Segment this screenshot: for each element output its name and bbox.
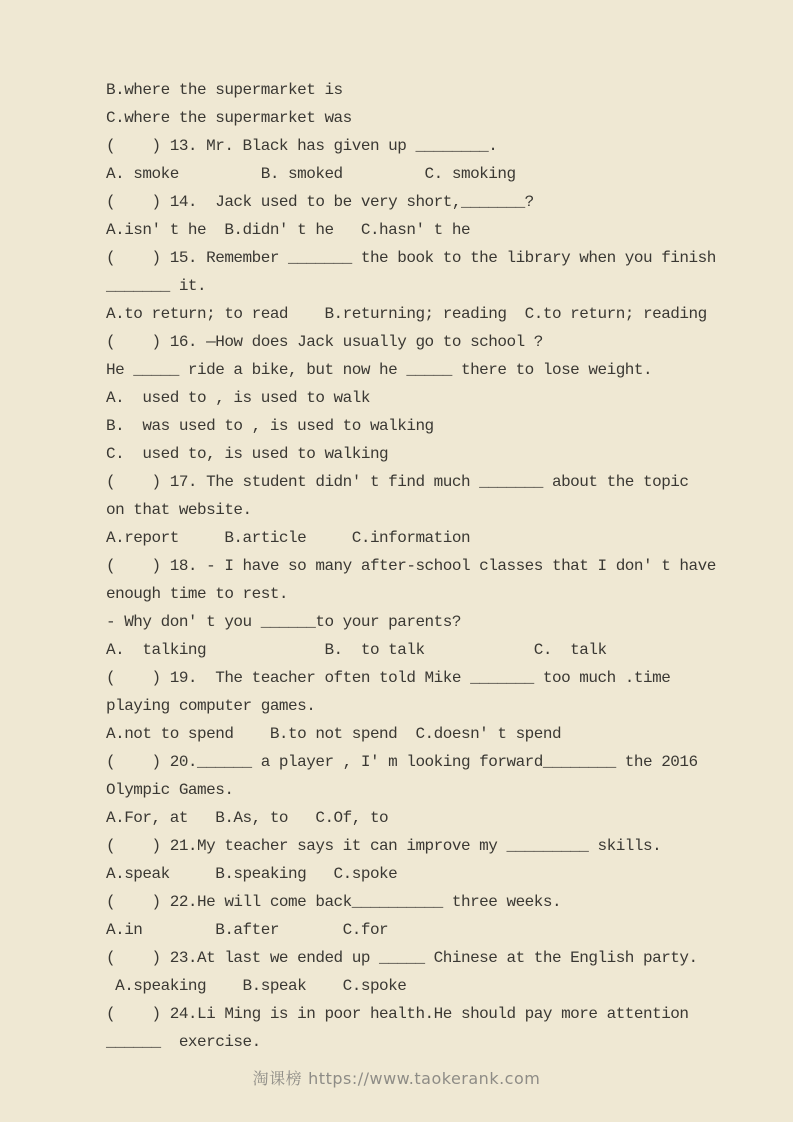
question-line-20-continuation: Olympic Games. bbox=[106, 781, 234, 799]
question-line-19-continuation: playing computer games. bbox=[106, 697, 316, 715]
question-line-16: ( ) 16. —How does Jack usually go to school ? bbox=[106, 333, 543, 351]
question-line-17: ( ) 17. The student didn' t find much _______ about the topic bbox=[106, 473, 689, 491]
question-line-15: ( ) 15. Remember _______ the book to the library when you finish bbox=[106, 249, 716, 267]
question-line-22: ( ) 22.He will come back__________ three weeks. bbox=[106, 893, 562, 911]
options-line-15: A.to return; to read B.returning; reading C.to return; reading bbox=[106, 305, 707, 323]
question-line-15-continuation: _______ it. bbox=[106, 277, 207, 295]
footer-url: https://www.taokerank.com bbox=[308, 1069, 541, 1088]
exam-text-block bbox=[106, 76, 746, 1056]
option-line-b-prev-question: B.where the supermarket is bbox=[106, 81, 343, 99]
options-line-17: A.report B.article C.information bbox=[106, 529, 471, 547]
footer-watermark bbox=[0, 1066, 793, 1092]
question-line-13: ( ) 13. Mr. Black has given up ________. bbox=[106, 137, 498, 155]
option-line-16-b: B. was used to , is used to walking bbox=[106, 417, 434, 435]
options-line-23: A.speaking B.speak C.spoke bbox=[106, 977, 407, 995]
option-line-16-a: A. used to , is used to walk bbox=[106, 389, 370, 407]
options-line-21: A.speak B.speaking C.spoke bbox=[106, 865, 398, 883]
question-line-18: ( ) 18. - I have so many after-school classes that I don' t have bbox=[106, 557, 716, 575]
options-line-20: A.For, at B.As, to C.Of, to bbox=[106, 809, 389, 827]
footer-site-name: 淘课榜 bbox=[252, 1069, 303, 1088]
options-line-13: A. smoke B. smoked C. smoking bbox=[106, 165, 516, 183]
question-line-20: ( ) 20.______ a player , I' m looking forward________ the 2016 bbox=[106, 753, 698, 771]
question-line-24-continuation: ______ exercise. bbox=[106, 1033, 261, 1051]
options-line-18: A. talking B. to talk C. talk bbox=[106, 641, 607, 659]
question-line-14: ( ) 14. Jack used to be very short,_______? bbox=[106, 193, 534, 211]
option-line-c-prev-question: C.where the supermarket was bbox=[106, 109, 352, 127]
question-line-18-continuation: enough time to rest. bbox=[106, 585, 289, 603]
question-line-24: ( ) 24.Li Ming is in poor health.He should pay more attention bbox=[106, 1005, 689, 1023]
options-line-14: A.isn' t he B.didn' t he C.hasn' t he bbox=[106, 221, 471, 239]
question-line-23: ( ) 23.At last we ended up _____ Chinese at the English party. bbox=[106, 949, 698, 967]
question-line-18-reply: - Why don' t you ______to your parents? bbox=[106, 613, 461, 631]
question-line-17-continuation: on that website. bbox=[106, 501, 252, 519]
options-line-22: A.in B.after C.for bbox=[106, 921, 389, 939]
question-line-21: ( ) 21.My teacher says it can improve my _________ skills. bbox=[106, 837, 662, 855]
question-line-19: ( ) 19. The teacher often told Mike _______ too much .time bbox=[106, 669, 671, 687]
question-line-16-continuation: He _____ ride a bike, but now he _____ there to lose weight. bbox=[106, 361, 653, 379]
options-line-19: A.not to spend B.to not spend C.doesn' t spend bbox=[106, 725, 562, 743]
option-line-16-c: C. used to, is used to walking bbox=[106, 445, 389, 463]
